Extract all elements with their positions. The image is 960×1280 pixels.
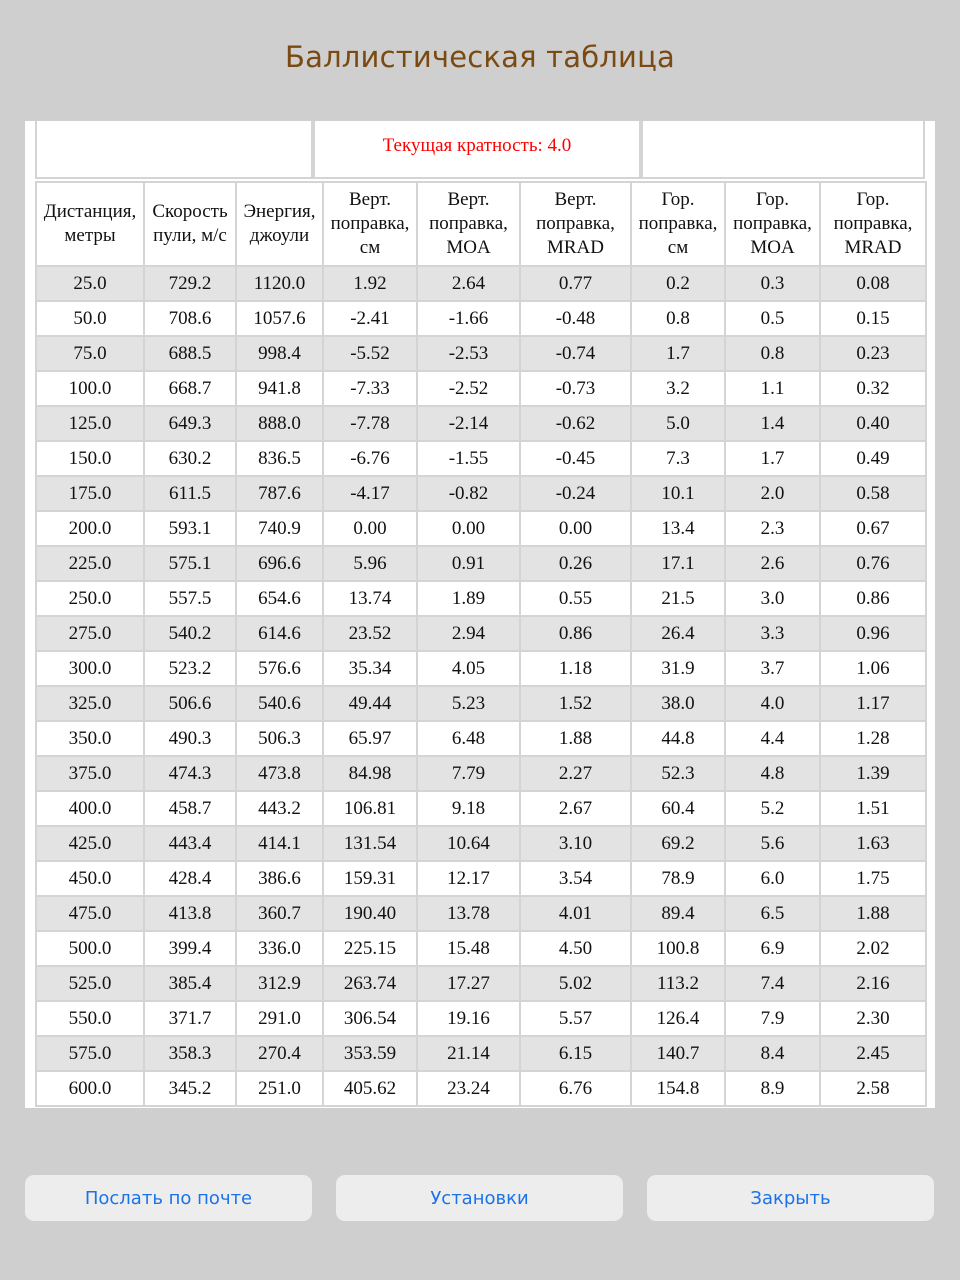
table-cell: 708.6: [144, 301, 236, 336]
table-cell: 44.8: [631, 721, 725, 756]
column-header: [236, 182, 323, 266]
column-header-line: Гор.: [661, 189, 695, 210]
table-cell: 5.2: [725, 791, 820, 826]
column-header-line: поправка,: [429, 213, 508, 234]
table-cell: 300.0: [36, 651, 144, 686]
table-cell: 9.18: [417, 791, 520, 826]
column-header-line: метры: [64, 225, 116, 246]
table-cell: 576.6: [236, 651, 323, 686]
table-cell: 2.64: [417, 266, 520, 301]
table-cell: -0.82: [417, 476, 520, 511]
column-header-line: поправка,: [536, 213, 615, 234]
table-row: [36, 371, 926, 406]
table-cell: 385.4: [144, 966, 236, 1001]
table-cell: -0.45: [520, 441, 631, 476]
table-cell: 3.54: [520, 861, 631, 896]
column-header-line: Верт.: [447, 189, 490, 210]
table-cell: 0.15: [820, 301, 926, 336]
table-cell: 13.4: [631, 511, 725, 546]
column-header-line: Энергия,: [243, 201, 316, 222]
table-cell: 474.3: [144, 756, 236, 791]
column-header-line: джоули: [249, 225, 310, 246]
column-header: [323, 182, 417, 266]
table-cell: 250.0: [36, 581, 144, 616]
ballistic-table: [35, 181, 927, 1107]
table-cell: 154.8: [631, 1071, 725, 1106]
table-cell: 0.2: [631, 266, 725, 301]
table-cell: 400.0: [36, 791, 144, 826]
table-cell: 345.2: [144, 1071, 236, 1106]
table-cell: 306.54: [323, 1001, 417, 1036]
table-cell: 65.97: [323, 721, 417, 756]
table-row: [36, 756, 926, 791]
table-cell: 0.91: [417, 546, 520, 581]
table-cell: -0.74: [520, 336, 631, 371]
table-row: [36, 476, 926, 511]
table-cell: 23.24: [417, 1071, 520, 1106]
table-cell: 0.00: [520, 511, 631, 546]
table-row: [36, 406, 926, 441]
settings-button[interactable]: Установки: [336, 1175, 623, 1221]
table-cell: 52.3: [631, 756, 725, 791]
table-cell: 740.9: [236, 511, 323, 546]
table-cell: 6.15: [520, 1036, 631, 1071]
table-cell: 12.17: [417, 861, 520, 896]
table-cell: 614.6: [236, 616, 323, 651]
table-cell: 4.0: [725, 686, 820, 721]
table-header-row: [36, 182, 926, 266]
table-cell: 0.23: [820, 336, 926, 371]
column-header-line: см: [359, 237, 381, 258]
table-cell: 8.4: [725, 1036, 820, 1071]
table-cell: 126.4: [631, 1001, 725, 1036]
table-cell: 443.4: [144, 826, 236, 861]
table-cell: 506.3: [236, 721, 323, 756]
table-cell: 550.0: [36, 1001, 144, 1036]
table-cell: 325.0: [36, 686, 144, 721]
table-cell: 38.0: [631, 686, 725, 721]
table-cell: 888.0: [236, 406, 323, 441]
send-by-mail-button[interactable]: Послать по почте: [25, 1175, 312, 1221]
table-cell: -4.17: [323, 476, 417, 511]
table-cell: 5.57: [520, 1001, 631, 1036]
table-cell: 0.77: [520, 266, 631, 301]
table-cell: 26.4: [631, 616, 725, 651]
column-header-line: поправка,: [833, 213, 913, 234]
column-header-line: поправка,: [330, 213, 410, 234]
column-header-line: MOA: [446, 237, 491, 258]
table-cell: 200.0: [36, 511, 144, 546]
table-cell: 78.9: [631, 861, 725, 896]
table-cell: 353.59: [323, 1036, 417, 1071]
table-cell: 1.18: [520, 651, 631, 686]
table-cell: 6.0: [725, 861, 820, 896]
table-cell: 17.27: [417, 966, 520, 1001]
table-cell: 1.06: [820, 651, 926, 686]
table-cell: 1.7: [631, 336, 725, 371]
table-cell: 4.01: [520, 896, 631, 931]
table-cell: 7.4: [725, 966, 820, 1001]
table-cell: 425.0: [36, 826, 144, 861]
table-cell: 3.10: [520, 826, 631, 861]
table-cell: 405.62: [323, 1071, 417, 1106]
table-row: [36, 931, 926, 966]
table-cell: 473.8: [236, 756, 323, 791]
table-cell: 15.48: [417, 931, 520, 966]
column-header: [36, 182, 144, 266]
table-cell: 360.7: [236, 896, 323, 931]
table-cell: 540.2: [144, 616, 236, 651]
table-cell: 60.4: [631, 791, 725, 826]
table-cell: 3.7: [725, 651, 820, 686]
table-cell: 336.0: [236, 931, 323, 966]
table-cell: 443.2: [236, 791, 323, 826]
column-header-line: MOA: [750, 237, 795, 258]
table-cell: -0.24: [520, 476, 631, 511]
table-cell: 1.89: [417, 581, 520, 616]
table-cell: -2.52: [417, 371, 520, 406]
table-cell: 2.16: [820, 966, 926, 1001]
table-cell: 49.44: [323, 686, 417, 721]
table-cell: 2.45: [820, 1036, 926, 1071]
table-cell: -7.33: [323, 371, 417, 406]
table-cell: 490.3: [144, 721, 236, 756]
table-cell: 0.96: [820, 616, 926, 651]
column-header-line: Скорость: [152, 201, 228, 222]
table-cell: -5.52: [323, 336, 417, 371]
column-header: [520, 182, 631, 266]
table-cell: 729.2: [144, 266, 236, 301]
table-cell: 0.49: [820, 441, 926, 476]
table-cell: 523.2: [144, 651, 236, 686]
table-cell: 13.74: [323, 581, 417, 616]
table-cell: 350.0: [36, 721, 144, 756]
table-cell: 2.3: [725, 511, 820, 546]
info-cell-middle: [313, 121, 641, 179]
table-cell: 113.2: [631, 966, 725, 1001]
table-cell: -0.48: [520, 301, 631, 336]
table-cell: 630.2: [144, 441, 236, 476]
current-magnification: Текущая кратность: 4.0: [382, 135, 572, 156]
table-cell: 5.96: [323, 546, 417, 581]
column-header: [725, 182, 820, 266]
column-header: [631, 182, 725, 266]
column-header-line: поправка,: [733, 213, 812, 234]
table-cell: 312.9: [236, 966, 323, 1001]
table-cell: 399.4: [144, 931, 236, 966]
table-cell: 190.40: [323, 896, 417, 931]
table-cell: 106.81: [323, 791, 417, 826]
table-cell: 1.75: [820, 861, 926, 896]
column-header-line: Верт.: [554, 189, 597, 210]
table-cell: 575.1: [144, 546, 236, 581]
table-cell: 1.51: [820, 791, 926, 826]
table-cell: 31.9: [631, 651, 725, 686]
table-cell: 0.55: [520, 581, 631, 616]
table-cell: 84.98: [323, 756, 417, 791]
table-cell: 1.88: [520, 721, 631, 756]
column-header: [144, 182, 236, 266]
table-cell: 593.1: [144, 511, 236, 546]
table-cell: 2.58: [820, 1071, 926, 1106]
table-row: [36, 301, 926, 336]
table-row: [36, 721, 926, 756]
table-cell: 50.0: [36, 301, 144, 336]
table-cell: -2.14: [417, 406, 520, 441]
table-cell: 100.8: [631, 931, 725, 966]
table-cell: 2.0: [725, 476, 820, 511]
table-cell: 371.7: [144, 1001, 236, 1036]
table-cell: 13.78: [417, 896, 520, 931]
table-cell: -1.55: [417, 441, 520, 476]
table-cell: 1.88: [820, 896, 926, 931]
table-cell: 4.8: [725, 756, 820, 791]
column-header-line: MRAD: [546, 237, 604, 258]
table-cell: 263.74: [323, 966, 417, 1001]
table-cell: 125.0: [36, 406, 144, 441]
table-cell: 500.0: [36, 931, 144, 966]
table-cell: 10.1: [631, 476, 725, 511]
table-cell: 1.52: [520, 686, 631, 721]
table-cell: 3.0: [725, 581, 820, 616]
table-cell: 6.76: [520, 1071, 631, 1106]
table-cell: 21.5: [631, 581, 725, 616]
table-cell: -2.41: [323, 301, 417, 336]
table-row: [36, 686, 926, 721]
table-cell: 69.2: [631, 826, 725, 861]
table-cell: 251.0: [236, 1071, 323, 1106]
table-cell: 21.14: [417, 1036, 520, 1071]
table-cell: 2.94: [417, 616, 520, 651]
table-row: [36, 1036, 926, 1071]
table-cell: 1.4: [725, 406, 820, 441]
table-cell: 358.3: [144, 1036, 236, 1071]
table-cell: 668.7: [144, 371, 236, 406]
table-cell: 19.16: [417, 1001, 520, 1036]
table-cell: 275.0: [36, 616, 144, 651]
table-row: [36, 826, 926, 861]
table-cell: 17.1: [631, 546, 725, 581]
table-cell: 941.8: [236, 371, 323, 406]
table-cell: 1.39: [820, 756, 926, 791]
table-cell: 1.92: [323, 266, 417, 301]
table-cell: 7.3: [631, 441, 725, 476]
table-cell: 0.86: [820, 581, 926, 616]
table-scroll-area[interactable]: [25, 121, 935, 1108]
table-cell: 575.0: [36, 1036, 144, 1071]
table-cell: 140.7: [631, 1036, 725, 1071]
table-cell: 3.3: [725, 616, 820, 651]
table-cell: 2.67: [520, 791, 631, 826]
table-cell: 1.7: [725, 441, 820, 476]
table-row: [36, 791, 926, 826]
table-row: [36, 861, 926, 896]
table-cell: 696.6: [236, 546, 323, 581]
table-row: [36, 896, 926, 931]
table-body: [36, 266, 926, 1106]
table-cell: 2.6: [725, 546, 820, 581]
table-cell: 649.3: [144, 406, 236, 441]
table-cell: 5.02: [520, 966, 631, 1001]
table-cell: 540.6: [236, 686, 323, 721]
table-cell: 3.2: [631, 371, 725, 406]
table-cell: 4.05: [417, 651, 520, 686]
table-cell: 375.0: [36, 756, 144, 791]
table-cell: 0.3: [725, 266, 820, 301]
table-row: [36, 616, 926, 651]
column-header: [417, 182, 520, 266]
table-cell: 506.6: [144, 686, 236, 721]
column-header: [820, 182, 926, 266]
column-header-line: Гор.: [755, 189, 790, 210]
table-row: [36, 546, 926, 581]
table-row: [36, 336, 926, 371]
table-row: [36, 441, 926, 476]
column-header-line: пули, м/с: [153, 225, 227, 246]
table-cell: 557.5: [144, 581, 236, 616]
table-cell: 89.4: [631, 896, 725, 931]
table-cell: 25.0: [36, 266, 144, 301]
table-cell: 225.0: [36, 546, 144, 581]
table-row: [36, 1001, 926, 1036]
table-cell: 414.1: [236, 826, 323, 861]
table-cell: 175.0: [36, 476, 144, 511]
table-cell: -7.78: [323, 406, 417, 441]
table-cell: 6.5: [725, 896, 820, 931]
table-cell: -2.53: [417, 336, 520, 371]
column-header-line: Дистанция,: [43, 201, 137, 222]
table-cell: 688.5: [144, 336, 236, 371]
table-cell: 0.40: [820, 406, 926, 441]
table-cell: 5.23: [417, 686, 520, 721]
table-row: [36, 966, 926, 1001]
info-cell-left: [35, 121, 313, 179]
column-header-line: MRAD: [844, 237, 902, 258]
table-cell: 291.0: [236, 1001, 323, 1036]
table-row: [36, 581, 926, 616]
table-cell: 23.52: [323, 616, 417, 651]
table-cell: 75.0: [36, 336, 144, 371]
table-cell: 525.0: [36, 966, 144, 1001]
table-cell: 6.9: [725, 931, 820, 966]
table-cell: -6.76: [323, 441, 417, 476]
table-cell: 0.5: [725, 301, 820, 336]
close-button[interactable]: Закрыть: [647, 1175, 934, 1221]
table-cell: 225.15: [323, 931, 417, 966]
table-cell: 1057.6: [236, 301, 323, 336]
table-cell: 0.26: [520, 546, 631, 581]
column-header-line: Гор.: [856, 189, 890, 210]
page-title: Баллистическая таблица: [285, 40, 675, 74]
table-cell: 7.79: [417, 756, 520, 791]
table-cell: -0.73: [520, 371, 631, 406]
table-cell: 1.1: [725, 371, 820, 406]
table-cell: 0.76: [820, 546, 926, 581]
table-row: [36, 651, 926, 686]
table-cell: 836.5: [236, 441, 323, 476]
column-header-line: см: [667, 237, 689, 258]
table-cell: 6.48: [417, 721, 520, 756]
table-cell: 0.00: [323, 511, 417, 546]
table-cell: 0.58: [820, 476, 926, 511]
table-cell: 159.31: [323, 861, 417, 896]
table-cell: 0.00: [417, 511, 520, 546]
table-cell: 0.8: [725, 336, 820, 371]
table-cell: 35.34: [323, 651, 417, 686]
table-cell: 1.28: [820, 721, 926, 756]
table-cell: 611.5: [144, 476, 236, 511]
table-cell: 8.9: [725, 1071, 820, 1106]
table-cell: 458.7: [144, 791, 236, 826]
table-cell: 787.6: [236, 476, 323, 511]
column-header-line: поправка,: [638, 213, 718, 234]
table-cell: 475.0: [36, 896, 144, 931]
table-cell: -0.62: [520, 406, 631, 441]
table-cell: 0.08: [820, 266, 926, 301]
table-cell: 1120.0: [236, 266, 323, 301]
table-cell: 10.64: [417, 826, 520, 861]
table-cell: 1.63: [820, 826, 926, 861]
table-cell: -1.66: [417, 301, 520, 336]
table-cell: 386.6: [236, 861, 323, 896]
table-cell: 413.8: [144, 896, 236, 931]
table-cell: 654.6: [236, 581, 323, 616]
table-cell: 7.9: [725, 1001, 820, 1036]
table-cell: 2.27: [520, 756, 631, 791]
table-cell: 0.86: [520, 616, 631, 651]
info-table: [35, 121, 925, 179]
table-cell: 4.50: [520, 931, 631, 966]
table-cell: 2.02: [820, 931, 926, 966]
table-cell: 0.8: [631, 301, 725, 336]
column-header-line: Верт.: [349, 189, 391, 210]
table-cell: 0.67: [820, 511, 926, 546]
table-cell: 4.4: [725, 721, 820, 756]
table-cell: 998.4: [236, 336, 323, 371]
table-cell: 0.32: [820, 371, 926, 406]
table-cell: 600.0: [36, 1071, 144, 1106]
table-cell: 270.4: [236, 1036, 323, 1071]
table-cell: 1.17: [820, 686, 926, 721]
table-row: [36, 266, 926, 301]
table-cell: 150.0: [36, 441, 144, 476]
table-row: [36, 511, 926, 546]
info-cell-right: [641, 121, 925, 179]
table-cell: 5.6: [725, 826, 820, 861]
table-row: [36, 1071, 926, 1106]
table-cell: 2.30: [820, 1001, 926, 1036]
table-cell: 450.0: [36, 861, 144, 896]
table-cell: 100.0: [36, 371, 144, 406]
table-cell: 428.4: [144, 861, 236, 896]
table-cell: 5.0: [631, 406, 725, 441]
table-cell: 131.54: [323, 826, 417, 861]
